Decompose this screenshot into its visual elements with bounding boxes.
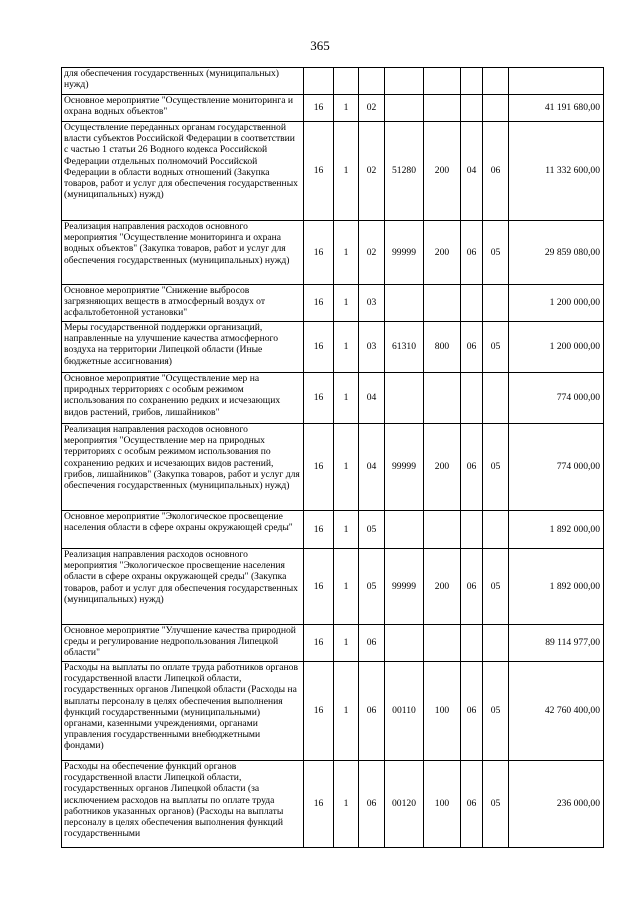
code-3: 06 <box>359 761 385 848</box>
code-2: 1 <box>334 424 359 511</box>
code-2 <box>334 68 359 95</box>
code-3: 02 <box>359 122 385 221</box>
table-row <box>62 95 604 122</box>
code-3 <box>359 68 385 95</box>
code-3: 02 <box>359 221 385 285</box>
code-5 <box>424 285 461 322</box>
code-6: 06 <box>461 221 483 285</box>
table-row <box>62 221 604 285</box>
amount: 29 859 080,00 <box>509 221 604 285</box>
code-5: 200 <box>424 549 461 625</box>
expense-name: Меры государственной поддержки организаций, направленные на улучшение качества атмосферного воздуха на территории Липецкой области (Иные бюджетные ассигнования) <box>62 322 304 373</box>
table-row <box>62 373 604 424</box>
amount: 41 191 680,00 <box>509 95 604 122</box>
code-6 <box>461 95 483 122</box>
code-4: 00110 <box>385 662 424 761</box>
code-2: 1 <box>334 662 359 761</box>
amount: 89 114 977,00 <box>509 625 604 662</box>
code-1: 16 <box>304 95 334 122</box>
code-6: 04 <box>461 122 483 221</box>
code-7: 05 <box>483 221 509 285</box>
expense-name: для обеспечения государственных (муниципальных) нужд) <box>62 68 304 95</box>
code-4 <box>385 95 424 122</box>
code-1: 16 <box>304 549 334 625</box>
code-4: 00120 <box>385 761 424 848</box>
code-3: 02 <box>359 95 385 122</box>
amount: 236 000,00 <box>509 761 604 848</box>
code-1: 16 <box>304 662 334 761</box>
code-2: 1 <box>334 549 359 625</box>
code-7: 06 <box>483 122 509 221</box>
code-6 <box>461 285 483 322</box>
amount <box>509 68 604 95</box>
code-6 <box>461 625 483 662</box>
code-3: 04 <box>359 373 385 424</box>
amount: 1 892 000,00 <box>509 511 604 549</box>
code-5 <box>424 95 461 122</box>
code-5: 100 <box>424 761 461 848</box>
code-1: 16 <box>304 625 334 662</box>
code-5 <box>424 511 461 549</box>
table-row <box>62 761 604 848</box>
code-3: 06 <box>359 625 385 662</box>
code-5 <box>424 68 461 95</box>
code-6: 06 <box>461 662 483 761</box>
code-1 <box>304 68 334 95</box>
table-row <box>62 625 604 662</box>
expense-name: Расходы на обеспечение функций органов государственной власти Липецкой области, государственных органов Липецкой области (за исключением расходов на выплаты по оплате труда работников указанных органов) (Расходы на выплаты персоналу в целях обеспечения выполнения функций государственными <box>62 761 304 848</box>
code-1: 16 <box>304 221 334 285</box>
code-4 <box>385 285 424 322</box>
code-5 <box>424 373 461 424</box>
code-4 <box>385 373 424 424</box>
code-2: 1 <box>334 373 359 424</box>
table-row <box>62 122 604 221</box>
amount: 1 892 000,00 <box>509 549 604 625</box>
code-4: 51280 <box>385 122 424 221</box>
code-2: 1 <box>334 322 359 373</box>
code-2: 1 <box>334 625 359 662</box>
code-5 <box>424 625 461 662</box>
code-7 <box>483 511 509 549</box>
expense-name: Основное мероприятие "Улучшение качества природной среды и регулирование недропользования Липецкой области" <box>62 625 304 662</box>
code-7: 05 <box>483 662 509 761</box>
code-6: 06 <box>461 549 483 625</box>
code-2: 1 <box>334 761 359 848</box>
code-4 <box>385 511 424 549</box>
expense-name: Осуществление переданных органам государственной власти субъектов Российской Федерации в соответствии с частью 1 статьи 26 Водного кодекса Российской Федерации отдельных полномочий Российской Федерации в области водных отношений (Закупка товаров, работ и услуг для обеспечения государственных (муниципальных) нужд) <box>62 122 304 221</box>
code-1: 16 <box>304 424 334 511</box>
code-7: 05 <box>483 549 509 625</box>
code-6: 06 <box>461 424 483 511</box>
table-row <box>62 322 604 373</box>
code-3: 04 <box>359 424 385 511</box>
table-row <box>62 549 604 625</box>
code-2: 1 <box>334 285 359 322</box>
expense-name: Расходы на выплаты по оплате труда работников органов государственной власти Липецкой области, государственных органов Липецкой области (Расходы на выплаты персоналу в целях обеспечения выполнения функций государственными (муниципальными) органами, казенными учреждениями, органами управления государственными внебюджетными фондами) <box>62 662 304 761</box>
code-4 <box>385 625 424 662</box>
amount: 1 200 000,00 <box>509 322 604 373</box>
code-6: 06 <box>461 322 483 373</box>
expense-name: Основное мероприятие "Снижение выбросов загрязняющих веществ в атмосферный воздух от асфальтобетонной установки" <box>62 285 304 322</box>
code-5: 200 <box>424 122 461 221</box>
code-1: 16 <box>304 122 334 221</box>
code-3: 05 <box>359 549 385 625</box>
amount: 1 200 000,00 <box>509 285 604 322</box>
expense-name: Реализация направления расходов основного мероприятия "Экологическое просвещение населения области в сфере охраны окружающей среды" (Закупка товаров, работ и услуг для обеспечения государственных (муниципальных) нужд) <box>62 549 304 625</box>
table-row <box>62 68 604 95</box>
expense-name: Основное мероприятие "Осуществление мониторинга и охрана водных объектов" <box>62 95 304 122</box>
code-2: 1 <box>334 221 359 285</box>
table-row <box>62 662 604 761</box>
code-4: 61310 <box>385 322 424 373</box>
code-7: 05 <box>483 424 509 511</box>
amount: 42 760 400,00 <box>509 662 604 761</box>
amount: 11 332 600,00 <box>509 122 604 221</box>
code-5: 200 <box>424 221 461 285</box>
code-6: 06 <box>461 761 483 848</box>
code-7 <box>483 68 509 95</box>
code-3: 03 <box>359 285 385 322</box>
code-7 <box>483 95 509 122</box>
expense-name: Реализация направления расходов основного мероприятия "Осуществление мер на природных территориях с особым режимом использования по сохранению редких и исчезающих видов растений, грибов, лишайников" (Закупка товаров, работ и услуг для обеспечения государственных (муниципальных) нужд) <box>62 424 304 511</box>
expense-name: Основное мероприятие "Экологическое просвещение населения области в сфере охраны окружающей среды" <box>62 511 304 549</box>
expense-name: Основное мероприятие "Осуществление мер на природных территориях с особым режимом использования по сохранению редких и исчезающих видов растений, грибов, лишайников" <box>62 373 304 424</box>
amount: 774 000,00 <box>509 424 604 511</box>
amount: 774 000,00 <box>509 373 604 424</box>
table-row <box>62 285 604 322</box>
code-7: 05 <box>483 322 509 373</box>
table-row <box>62 511 604 549</box>
budget-table <box>61 67 604 848</box>
code-6 <box>461 373 483 424</box>
code-3: 06 <box>359 662 385 761</box>
code-3: 05 <box>359 511 385 549</box>
code-4: 99999 <box>385 221 424 285</box>
code-1: 16 <box>304 322 334 373</box>
code-7 <box>483 285 509 322</box>
code-2: 1 <box>334 95 359 122</box>
expense-name: Реализация направления расходов основного мероприятия "Осуществление мониторинга и охрана водных объектов" (Закупка товаров, работ и услуг для обеспечения государственных (муниципальных) нужд) <box>62 221 304 285</box>
code-2: 1 <box>334 511 359 549</box>
code-7 <box>483 625 509 662</box>
code-6 <box>461 511 483 549</box>
code-4 <box>385 68 424 95</box>
code-4: 99999 <box>385 424 424 511</box>
code-3: 03 <box>359 322 385 373</box>
code-1: 16 <box>304 511 334 549</box>
code-5: 800 <box>424 322 461 373</box>
page-number: 365 <box>310 38 330 53</box>
code-4: 99999 <box>385 549 424 625</box>
code-1: 16 <box>304 285 334 322</box>
code-7 <box>483 373 509 424</box>
code-7: 05 <box>483 761 509 848</box>
table-row <box>62 424 604 511</box>
code-1: 16 <box>304 761 334 848</box>
code-2: 1 <box>334 122 359 221</box>
code-5: 100 <box>424 662 461 761</box>
code-1: 16 <box>304 373 334 424</box>
code-6 <box>461 68 483 95</box>
code-5: 200 <box>424 424 461 511</box>
